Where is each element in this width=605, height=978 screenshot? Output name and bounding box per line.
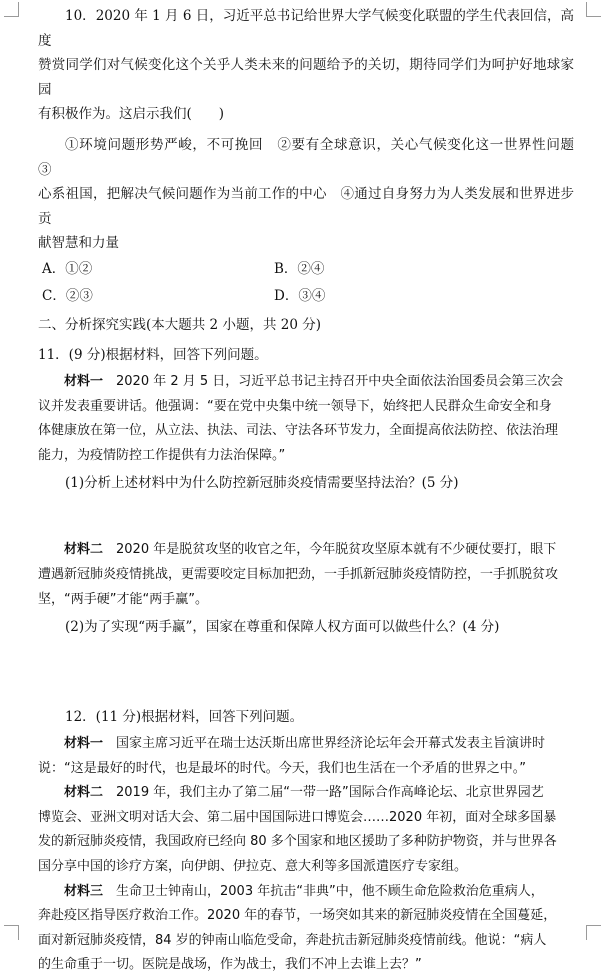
question-10: [38, 4, 588, 310]
q10-option-b: B．②④: [274, 260, 325, 277]
crop-mark-bottom-left: [4, 925, 19, 940]
q11-material-1-label: 材料一: [64, 373, 104, 389]
q12-material-2-line-4: 国分享中国的诊疗方案，向伊朗、伊拉克、意大利等多国派遣医疗专家组。: [38, 859, 468, 875]
q11-sub-question-1: (1)分析上述材料中为什么防控新冠肺炎疫情需要坚持法治？(5 分): [65, 475, 459, 492]
q12-material-1: [38, 732, 574, 781]
q12-material-3-line-4: 的生命重于一切。医院是战场，作为战士，我们不冲上去谁上去？”: [38, 957, 422, 973]
q11-material-2-line-3: 坚，“两手硬”才能“两手赢”。: [38, 591, 208, 607]
question-12: [38, 702, 574, 978]
crop-mark-top-left: [4, 2, 19, 17]
q11-material-2-line-1: 2020 年是脱贫攻坚的收官之年，今年脱贫攻坚原本就有不少硬仗要打，眼下: [103, 542, 557, 558]
q10-option-a: A．①②: [42, 260, 93, 277]
q10-stem-line-3: 有积极作为。这启示我们( ): [38, 106, 225, 123]
q11-material-1-line-4: 能力，为疫情防控工作提供有力法治保障。”: [38, 447, 286, 463]
exam-content: [38, 4, 588, 978]
q10-items-line-1: ①环境问题形势严峻，不可挽回 ②要有全球意识，关心气候变化这一世界性问题 ③: [38, 136, 588, 178]
q12-material-2-label: 材料二: [64, 785, 104, 801]
q10-stem-line-2: 赞赏同学们对气候变化这个关乎人类未来的问题给予的关切，期待同学们为呵护好地球家园: [38, 57, 574, 98]
q12-material-2-line-3: 发的新冠肺炎疫情，我国政府已经向 80 多个国家和地区援助了多种防护物资，并与世界各: [38, 834, 557, 850]
q10-option-c: C．②③: [42, 287, 93, 304]
q12-material-3: [38, 880, 574, 978]
q11-sub-question-2: (2)为了实现“两手赢”，国家在尊重和保障人权方面可以做些什么？(4 分): [65, 619, 500, 636]
q11-material-2: [38, 538, 574, 612]
q12-material-3-line-3: 面对新冠肺炎疫情，84 岁的钟南山临危受命，奔赴抗击新冠肺炎疫情前线。他说：“病人: [38, 932, 547, 948]
crop-mark-top-right: [586, 2, 601, 17]
q12-material-3-line-1: 生命卫士钟南山，2003 年抗击“非典”中，他不顾生命危险救治危重病人，: [103, 883, 544, 899]
q11-answer-space-1: [38, 498, 574, 538]
q11-material-1-line-3: 体健康放在第一位，从立法、执法、司法、守法各环节发力，全面提高依法防控、依法治理: [38, 423, 559, 439]
q11-material-2-line-2: 遭遇新冠肺炎疫情挑战，更需要咬定目标加把劲，一手抓新冠肺炎疫情防控，一手抓脱贫攻: [38, 566, 559, 582]
q12-material-2-line-2: 博览会、亚洲文明对话大会、第二届中国国际进口博览会……2020 年初，面对全球多国暴: [38, 809, 557, 825]
q12-material-1-line-2: 说：“这是最好的时代，也是最坏的时代。今天，我们也生活在一个矛盾的世界之中。”: [38, 760, 526, 776]
q10-option-d: D．③④: [274, 287, 326, 304]
q12-material-3-label: 材料三: [64, 883, 104, 899]
q11-header: 11．(9 分)根据材料，回答下列问题。: [38, 346, 268, 363]
q10-items-line-2: 心系祖国，把解决气候问题作为当前工作的中心 ④通过自身努力为人类发展和世界进步贡: [38, 186, 574, 227]
q11-answer-space-2: [38, 642, 574, 702]
q12-material-1-line-1: 国家主席习近平在瑞士达沃斯出席世界经济论坛年会开幕式发表主旨演讲时: [103, 736, 546, 752]
q10-options: [42, 256, 574, 310]
q11-material-1-line-2: 议并发表重要讲话。他强调：“要在党中央集中统一领导下，始终把人民群众生命安全和身: [38, 398, 552, 414]
q12-header: 12．(11 分)根据材料，回答下列问题。: [65, 709, 304, 726]
question-11: [38, 340, 574, 702]
q12-material-3-line-2: 奔赴疫区指导医疗救治工作。2020 年的春节，一场突如其来的新冠肺炎疫情在全国蔓延，: [38, 908, 557, 924]
section-2-heading: 二、分析探究实践(本大题共 2 小题，共 20 分): [38, 316, 321, 333]
q12-material-2-line-1: 2019 年，我们主办了第二届“一带一路”国际合作高峰论坛、北京世界园艺: [103, 785, 544, 801]
q12-material-1-label: 材料一: [64, 736, 104, 752]
q12-material-2: [38, 781, 574, 879]
q10-items-line-3: 献智慧和力量: [38, 235, 119, 252]
q11-material-2-label: 材料二: [64, 542, 104, 558]
crop-mark-bottom-right: [586, 925, 601, 940]
q11-material-1-line-1: 2020 年 2 月 5 日，习近平总书记主持召开中央全面依法治国委员会第三次会: [103, 373, 564, 389]
q11-material-1: [38, 370, 574, 468]
q10-stem-line-1: 10．2020 年 1 月 6 日，习近平总书记给世界大学气候变化联盟的学生代表回信，高度: [38, 8, 574, 49]
